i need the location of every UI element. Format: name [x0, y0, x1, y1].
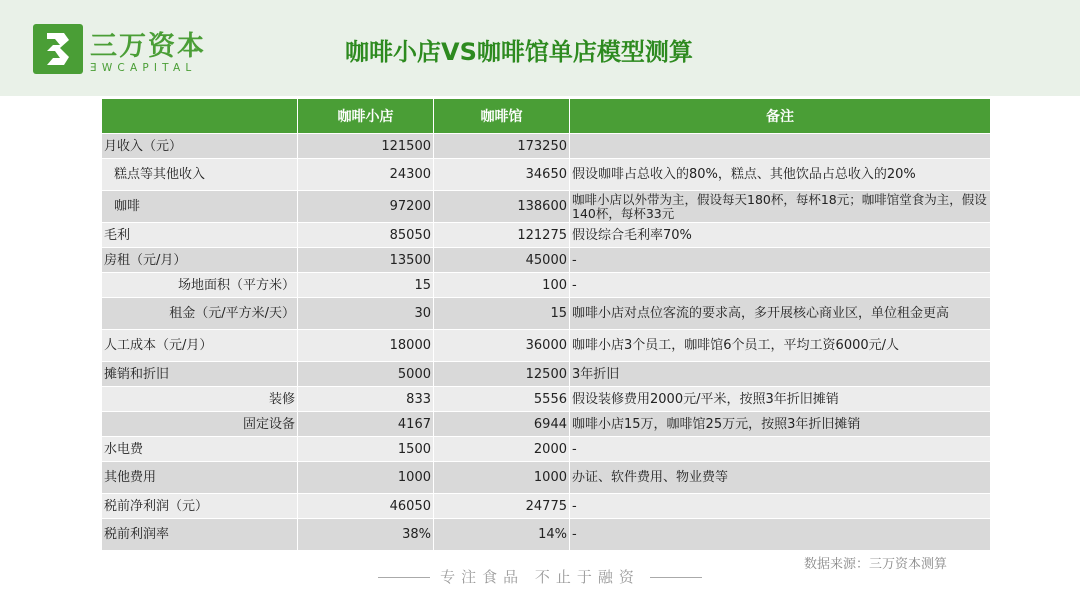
slogan-divider-left — [378, 577, 430, 578]
row-label: 税前利润率 — [102, 519, 298, 551]
row-note: 办证、软件费用、物业费等 — [570, 462, 991, 494]
cafe-value: 1000 — [434, 462, 570, 494]
cafe-value: 45000 — [434, 248, 570, 273]
table-row — [102, 223, 991, 248]
table-header-row — [102, 99, 991, 134]
row-label: 咖啡 — [102, 191, 298, 223]
row-note: - — [570, 273, 991, 298]
table-row — [102, 298, 991, 330]
small-shop-value: 15 — [298, 273, 434, 298]
row-note: 假设装修费用2000元/平米，按照3年折旧摊销 — [570, 387, 991, 412]
row-note: 假设综合毛利率70% — [570, 223, 991, 248]
small-shop-value: 18000 — [298, 330, 434, 362]
brand-name-cn: 三万资本 — [90, 31, 206, 62]
table-row — [102, 387, 991, 412]
cafe-value: 5556 — [434, 387, 570, 412]
cafe-value: 12500 — [434, 362, 570, 387]
small-shop-value: 30 — [298, 298, 434, 330]
row-note: 咖啡小店以外带为主，假设每天180杯，每杯18元；咖啡馆堂食为主，假设140杯，每杯33元 — [570, 191, 991, 223]
table-row — [102, 494, 991, 519]
small-shop-value: 1500 — [298, 437, 434, 462]
cafe-value: 36000 — [434, 330, 570, 362]
row-label: 租金（元/平方米/天） — [102, 298, 298, 330]
table-row — [102, 273, 991, 298]
cafe-value: 34650 — [434, 159, 570, 191]
row-label: 水电费 — [102, 437, 298, 462]
table-row — [102, 412, 991, 437]
row-note: - — [570, 248, 991, 273]
cafe-value: 15 — [434, 298, 570, 330]
row-label: 毛利 — [102, 223, 298, 248]
table-row — [102, 330, 991, 362]
slogan-text: 专注食品 不止于融资 — [440, 568, 640, 586]
row-note: - — [570, 494, 991, 519]
row-note: 假设咖啡占总收入的80%，糕点、其他饮品占总收入的20% — [570, 159, 991, 191]
table-row — [102, 462, 991, 494]
small-shop-value: 5000 — [298, 362, 434, 387]
row-label: 糕点等其他收入 — [102, 159, 298, 191]
table-row — [102, 519, 991, 551]
small-shop-value: 85050 — [298, 223, 434, 248]
slogan-divider-right — [650, 577, 702, 578]
cafe-value: 138600 — [434, 191, 570, 223]
cafe-value: 121275 — [434, 223, 570, 248]
table-row — [102, 134, 991, 159]
row-label: 摊销和折旧 — [102, 362, 298, 387]
row-label: 人工成本（元/月） — [102, 330, 298, 362]
table-row — [102, 191, 991, 223]
cafe-value: 100 — [434, 273, 570, 298]
small-shop-value: 121500 — [298, 134, 434, 159]
row-label: 房租（元/月） — [102, 248, 298, 273]
header-band — [0, 0, 1080, 96]
row-note — [570, 134, 991, 159]
page-title: 咖啡小店VS咖啡馆单店模型测算 — [345, 38, 693, 66]
small-shop-value: 38% — [298, 519, 434, 551]
row-note: 咖啡小店3个员工，咖啡馆6个员工，平均工资6000元/人 — [570, 330, 991, 362]
model-table — [101, 98, 991, 551]
small-shop-value: 24300 — [298, 159, 434, 191]
row-label: 月收入（元） — [102, 134, 298, 159]
small-shop-value: 46050 — [298, 494, 434, 519]
small-shop-value: 833 — [298, 387, 434, 412]
small-shop-value: 13500 — [298, 248, 434, 273]
header-notes: 备注 — [570, 99, 991, 134]
row-note: 咖啡小店对点位客流的要求高，多开展核心商业区，单位租金更高 — [570, 298, 991, 330]
small-shop-value: 1000 — [298, 462, 434, 494]
row-note: 咖啡小店15万，咖啡馆25万元，按照3年折旧摊销 — [570, 412, 991, 437]
sanwan-logo-icon — [33, 24, 83, 74]
row-label: 税前净利润（元） — [102, 494, 298, 519]
table-row — [102, 362, 991, 387]
header-cafe: 咖啡馆 — [434, 99, 570, 134]
table-row — [102, 437, 991, 462]
small-shop-value: 97200 — [298, 191, 434, 223]
cafe-value: 6944 — [434, 412, 570, 437]
row-label: 其他费用 — [102, 462, 298, 494]
row-label: 场地面积（平方米） — [102, 273, 298, 298]
cafe-value: 14% — [434, 519, 570, 551]
data-source: 数据来源：三万资本测算 — [804, 557, 948, 572]
cafe-value: 2000 — [434, 437, 570, 462]
row-note: - — [570, 519, 991, 551]
small-shop-value: 4167 — [298, 412, 434, 437]
cafe-value: 24775 — [434, 494, 570, 519]
row-note: - — [570, 437, 991, 462]
cafe-value: 173250 — [434, 134, 570, 159]
brand-name-en: ƎWCAPITAL — [90, 62, 197, 74]
table-row — [102, 248, 991, 273]
row-note: 3年折旧 — [570, 362, 991, 387]
header-item — [102, 99, 298, 134]
row-label: 装修 — [102, 387, 298, 412]
row-label: 固定设备 — [102, 412, 298, 437]
footer-slogan — [0, 566, 1080, 587]
header-small-shop: 咖啡小店 — [298, 99, 434, 134]
table-row — [102, 159, 991, 191]
